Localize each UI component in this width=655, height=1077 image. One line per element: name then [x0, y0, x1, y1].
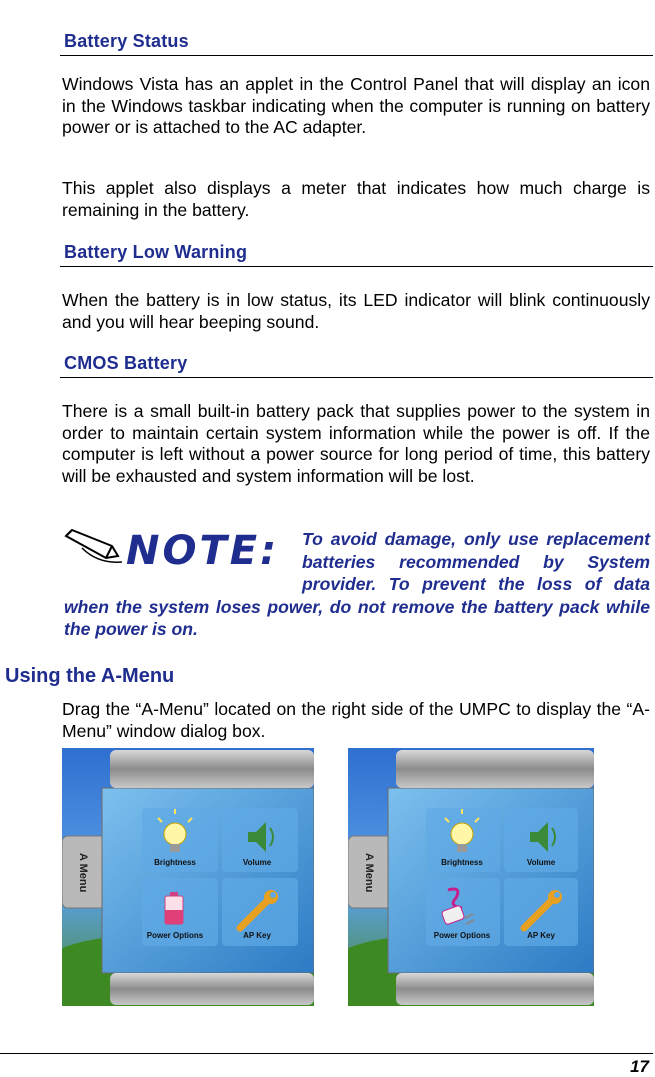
- note-block: [64, 528, 650, 641]
- tile-label-ap-key: AP Key: [527, 931, 555, 940]
- a-menu-screenshot-left: [62, 748, 314, 1006]
- section-rule: [60, 55, 653, 56]
- a-menu-tab-label: A Menu: [77, 853, 89, 893]
- tile-label-volume: Volume: [526, 858, 556, 867]
- section-rule: [60, 377, 653, 378]
- note-logo-text: NOTE:: [126, 528, 280, 574]
- page-number: 17: [630, 1057, 649, 1076]
- battery-icon: [165, 892, 183, 924]
- section-title-battery-status: Battery Status: [64, 31, 189, 51]
- battery-status-paragraph-2: This applet also displays a meter that indicates how much charge is remaining in the battery.: [62, 178, 650, 220]
- cmos-paragraph: There is a small built-in battery pack that supplies power to the system in order to maintain certain system information while the power is off. If the computer is left without a power source for long period of time, this battery will be exhausted and system information will be lost.: [62, 401, 650, 486]
- note-logo: [62, 528, 302, 574]
- heading-using-a-menu: Using the A-Menu: [5, 665, 175, 687]
- footer-rule: [0, 1053, 653, 1054]
- tile-label-volume: Volume: [242, 858, 272, 867]
- section-title-cmos: CMOS Battery: [64, 353, 188, 373]
- tile-label-ap-key: AP Key: [243, 931, 271, 940]
- battery-status-paragraph: Windows Vista has an applet in the Control Panel that will display an icon in the Windows taskbar indicating when the computer is running on battery power or is attached to the AC adapter.: [62, 74, 650, 138]
- a-menu-screenshot-right: [348, 748, 594, 1006]
- tile-label-power-options: Power Options: [433, 931, 491, 940]
- note-text: To avoid damage, only use replacement batteries recommended by System provider. To prevent the loss of data when the system loses power, do not remove the battery pack while the power is on.: [64, 529, 650, 639]
- a-menu-paragraph: Drag the “A-Menu” located on the right side of the UMPC to display the “A-Menu” window dialog box.: [62, 699, 650, 741]
- section-rule: [60, 266, 653, 267]
- tile-label-brightness: Brightness: [441, 858, 483, 867]
- a-menu-tab-label: A Menu: [363, 853, 375, 893]
- tile-label-power-options: Power Options: [146, 931, 204, 940]
- section-title-battery-low: Battery Low Warning: [64, 242, 248, 262]
- tile-label-brightness: Brightness: [154, 858, 196, 867]
- battery-low-paragraph: When the battery is in low status, its LED indicator will blink continuously and you will hear beeping sound.: [62, 290, 650, 332]
